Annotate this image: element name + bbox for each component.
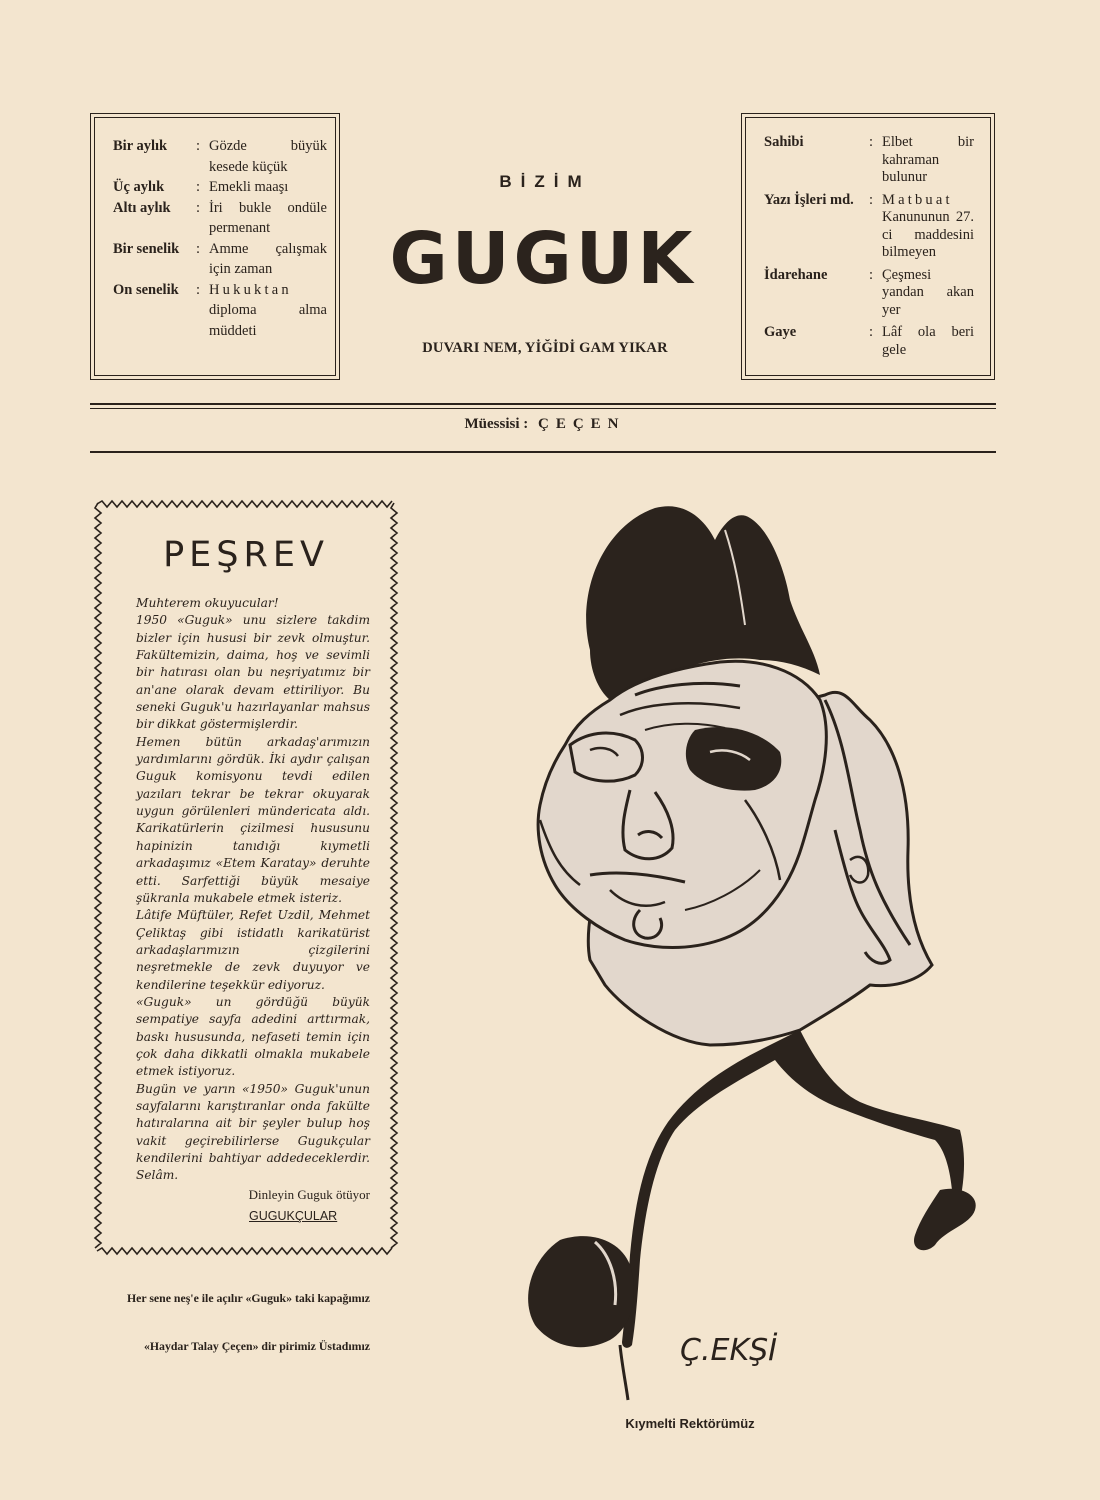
caricature-caption: Kıymelti Rektörümüz [625, 1416, 755, 1431]
info-value-spaced: Matbuat [882, 191, 953, 208]
subscription-label: Bir aylık [113, 138, 168, 154]
info-value: Elbet bir kahraman bulunur [882, 134, 974, 185]
pesrev-title: PEŞREV [163, 535, 329, 575]
note-cover: Her sene neş'e ile açılır «Guguk» taki kapağımız [126, 1291, 370, 1305]
note-master: «Haydar Talay Çeçen» dir pirimiz Üstadımız [143, 1339, 370, 1353]
subscription-label: Üç aylık [113, 179, 165, 195]
subscription-value: Gözde büyük kesede küçük [209, 138, 327, 175]
founder-line [340, 416, 750, 433]
subscription-value-rest: diploma alma müddeti [209, 302, 327, 339]
artist-signature [680, 1332, 778, 1368]
pesrev-paragraph: Bugün ve yarın «1950» Guguk'unun sayfalarını karıştıranlar onda fakülte hatıralarına ait bir şeyler bulup hoş vakit geçirebilirlerse Gugukçular kendilerini bahtiyar addedeceklerdir. Selâm. [136, 1081, 370, 1183]
info-label: Yazı İşleri md. [764, 191, 854, 208]
info-label: Gaye [764, 324, 797, 340]
pesrev-box [93, 499, 399, 1256]
subscription-value: Emekli maaşı [209, 179, 289, 195]
header-rule-top-thin [90, 408, 996, 409]
artist-signature-text: Ç.EKŞİ [680, 1333, 778, 1368]
info-value: Lâf ola beri gele [882, 324, 974, 358]
header-rule-top [90, 403, 996, 405]
publisher-info-box [741, 113, 995, 380]
founder-name: ÇEÇEN [537, 416, 626, 432]
founder-label: Müessisi : [464, 416, 529, 432]
pesrev-body [136, 595, 370, 1185]
pesrev-paragraph: Hemen bütün arkadaş'arımızın yardımlarını gördük. İki aydır çalışan Guguk komisyonu tevdi edilen yazıları tekrar be tekrar okuyarak uygun görülenleri mündericata aldı. Karikatürlerin çizilmesi hususunu hapinizin tanıdığı kıymetli arkadaşımız «Etem Karatay» deruhte etti. Sarfettiği büyük mesaiye şükranla mukabele etmek isteriz. [136, 734, 370, 905]
rector-caricature [440, 490, 1000, 1410]
pesrev-sign-line: Dinleyin Guguk ötüyor [248, 1187, 370, 1202]
subscription-label: On senelik [113, 281, 179, 298]
masthead-motto: DUVARI NEM, YİĞİDİ GAM YIKAR [422, 340, 668, 356]
info-label: İdarehane [764, 266, 828, 283]
subscription-box [90, 113, 340, 380]
pesrev-paragraph: Lâtife Müftüler, Refet Uzdil, Mehmet Çeliktaş gibi istidatlı karikatürist arkadaşlarımızın çizgilerini neşretmekle de zevk duyuyor ve kendilerine teşekkür ediyoruz. [136, 908, 370, 992]
masthead-kicker: BİZİM [499, 172, 591, 191]
masthead-title: GUGUK [389, 217, 697, 300]
publisher-info-table: Sahibi : Elbet bir kahraman bulunur Yazı İşleri md. : Matbuat Kanununun 27. ci maddesini bilmeyen İdarehane : Çeşmesi yandan akan yer Gaye : Lâf ola beri gele [764, 134, 974, 364]
info-value: Çeşmesi yandan akan yer [882, 266, 974, 318]
subscription-label: Altı aylık [113, 199, 171, 216]
pesrev-signature: GUGUKÇULAR [249, 1209, 338, 1223]
subscription-value [209, 280, 327, 342]
pesrev-paragraph: «Guguk» un gördüğü büyük sempatiye sayfa adedini arttırmak, baskı hususunda, nefaseti temin için çok daha dikkatli olmakla mukabele etmek istiyoruz. [136, 994, 370, 1079]
info-value-rest: Kanununun 27. ci maddesini bilmeyen [882, 209, 974, 260]
header-rule-bottom [90, 451, 996, 453]
subscription-value: İri bukle ondüle permenant [209, 199, 327, 236]
pesrev-paragraph: Muhterem okuyucular! [136, 596, 279, 610]
pesrev-paragraph: 1950 «Guguk» unu sizlere takdim bizler için hususi bir zevk olmuştur. Fakültemizin, daima, hoş ve sevimli bir hatırası olan bu neşriyatımız bir an'ane olarak devam ettiriliyor. Bu seneki Guguk'u hazırlayanlar mahsus bir dikkat göstermişlerdir. [136, 613, 370, 732]
info-label: Sahibi [764, 134, 804, 150]
subscription-table: Bir aylık : Gözde büyük kesede küçük Üç aylık : Emekli maaşı Altı aylık : İri bukle ondüle permenant Bir senelik : Amme çalışmak için zaman On senelik : Hukuktan diploma alma müddeti [113, 136, 327, 341]
subscription-value: Amme çalışmak için zaman [209, 240, 327, 277]
subscription-value-spaced: Hukuktan [209, 281, 292, 298]
subscription-label: Bir senelik [113, 240, 180, 257]
info-value [882, 192, 974, 267]
